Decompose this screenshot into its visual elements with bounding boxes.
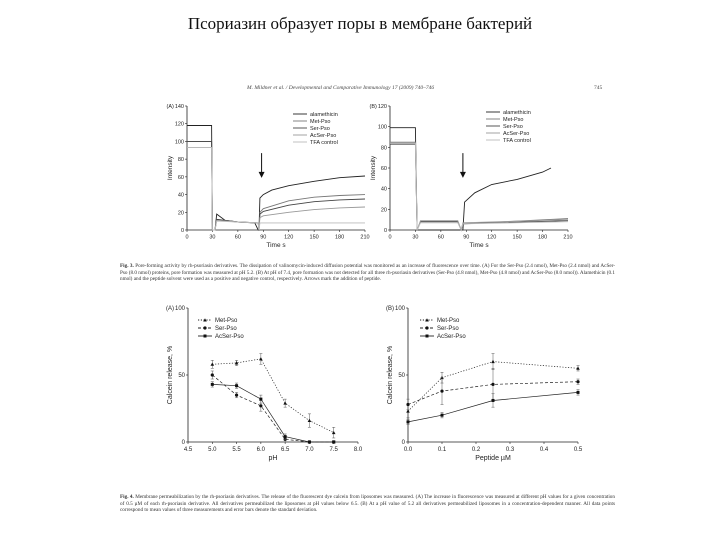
square-marker-icon (426, 335, 429, 338)
x-tick-label: 0.5 (573, 447, 583, 453)
y-tick-label: 140 (174, 104, 184, 110)
x-tick-label: 120 (487, 234, 497, 241)
x-axis-label: Peptide µM (475, 455, 511, 462)
legend-label: Ser-Pso (215, 326, 237, 332)
figure-3-caption (120, 263, 615, 283)
x-tick-label: 5.5 (232, 447, 241, 453)
figure-4a-chart (150, 300, 365, 475)
y-tick-label: 60 (380, 166, 387, 172)
triangle-marker-icon (210, 362, 214, 365)
series-line (187, 141, 365, 230)
x-tick-label: 7.0 (305, 447, 314, 453)
y-tick-label: 0 (181, 440, 185, 446)
y-tick-label: 20 (380, 207, 387, 214)
legend-label: Met-Pso (310, 119, 331, 125)
page-number: 745 (594, 85, 603, 91)
x-tick-label: 30 (209, 234, 216, 241)
legend-label: Ser-Pso (437, 326, 459, 332)
slide-title: Псориазин образует поры в мембране бактерий (187, 14, 533, 33)
square-marker-icon (407, 420, 410, 423)
y-tick-label: 60 (177, 174, 184, 181)
y-tick-label: 50 (178, 373, 185, 379)
circle-marker-icon (440, 389, 443, 392)
legend-label: Ser-Pso (503, 124, 523, 130)
panel-label: (B) (386, 306, 394, 312)
x-tick-label: 0.0 (403, 447, 413, 453)
x-tick-label: 0 (388, 234, 392, 241)
legend-label: AcSer-Pso (310, 133, 337, 139)
legend-label: alamethicin (503, 110, 531, 116)
y-tick-label: 80 (380, 145, 387, 152)
x-tick-label: 210 (360, 234, 370, 241)
y-tick-label: 0 (383, 228, 387, 234)
y-axis-label: Intensity (370, 155, 377, 181)
legend-label: TFA control (503, 138, 531, 144)
x-tick-label: 60 (437, 234, 444, 241)
square-marker-icon (204, 335, 207, 338)
square-marker-icon (492, 399, 495, 402)
triangle-marker-icon (283, 401, 287, 404)
x-tick-label: 0.3 (505, 447, 515, 453)
x-tick-label: 30 (412, 234, 419, 241)
y-tick-label: 120 (377, 104, 387, 110)
x-tick-label: 4.5 (183, 447, 193, 453)
x-tick-label: 0.4 (539, 447, 549, 453)
series-line (212, 384, 333, 442)
panel-label: (A) (166, 306, 174, 312)
panel-label: (B) (369, 104, 377, 110)
legend-label: Ser-Pso (310, 126, 330, 132)
y-tick-label: 0 (401, 440, 405, 446)
y-tick-label: 0 (180, 228, 184, 234)
figure-3-caption-text: Pore-forming activity by rh-psoriasin derivatives. The dissipation of valinomycin-induced diffusion potential was monitored as an increase of fluorescence over time. (A) For the Ser-Pso (2.4 nmol), Met-Pso (2.4 nmol) and AcSer-Pso (8.0 nmol) proteins, pore formation was measured at pH 5.2. (B) At pH of 7.4, pore formation was not detected for all three rh-psoriasin derivatives (Ser-Pso (4.8 nmol), Met-Pso (4.8 nmol) and AcSer-Pso (8.0 nmol)). Alamethicin (0.1 nmol) and the peptide solvent were used as a positive and negative control, respectively. Arrows mark the addition of peptide. (120, 263, 615, 283)
x-tick-label: 120 (284, 234, 294, 241)
x-tick-label: 180 (334, 234, 345, 241)
x-tick-label: 0 (185, 234, 189, 241)
legend-label: alamethicin (310, 112, 338, 118)
arrow-head-icon (259, 172, 265, 178)
square-marker-icon (284, 435, 287, 438)
legend-label: Met-Pso (437, 318, 460, 324)
x-axis-label: Time s (469, 242, 489, 249)
square-marker-icon (577, 391, 580, 394)
y-tick-label: 40 (177, 192, 184, 199)
circle-marker-icon (211, 373, 214, 376)
figure-3b-chart (368, 100, 578, 250)
square-marker-icon (332, 441, 335, 444)
x-tick-label: 0.1 (437, 447, 447, 453)
figure-4-caption (120, 494, 615, 514)
y-axis-label: Calcein release, % (167, 345, 174, 405)
x-tick-label: 5.0 (208, 447, 217, 453)
x-tick-label: 8.0 (353, 447, 363, 453)
circle-marker-icon (491, 383, 494, 386)
y-tick-label: 20 (177, 210, 184, 217)
panel-label: (A) (166, 104, 174, 110)
square-marker-icon (235, 384, 238, 387)
legend-label: TFA control (310, 140, 338, 146)
y-tick-label: 80 (177, 157, 184, 164)
x-axis-label: pH (268, 455, 278, 462)
x-tick-label: 60 (234, 234, 241, 241)
running-head: M. Mildner et al. / Developmental and Comparative Immunology 17 (2009) 740–746 (247, 85, 435, 91)
series-line (212, 359, 333, 433)
x-tick-label: 0.2 (471, 447, 481, 453)
x-tick-label: 6.5 (280, 447, 290, 453)
y-axis-label: Intensity (167, 155, 174, 181)
y-tick-label: 120 (174, 121, 184, 128)
y-tick-label: 40 (380, 186, 387, 193)
series-line (390, 143, 568, 230)
y-tick-label: 100 (377, 124, 387, 131)
square-marker-icon (259, 398, 262, 401)
figure-4-caption-label: Fig. 4. (120, 494, 134, 500)
x-tick-label: 90 (463, 234, 470, 241)
x-tick-label: 180 (537, 234, 548, 241)
triangle-marker-icon (491, 360, 495, 363)
x-tick-label: 210 (563, 234, 573, 241)
x-tick-label: 150 (309, 234, 319, 241)
legend-label: AcSer-Pso (503, 131, 530, 137)
circle-marker-icon (425, 326, 428, 329)
y-tick-label: 50 (398, 373, 405, 379)
x-axis-label: Time s (266, 242, 286, 249)
y-axis-label: Calcein release, % (387, 345, 394, 405)
legend-label: Met-Pso (503, 117, 524, 123)
triangle-marker-icon (332, 431, 336, 434)
x-tick-label: 150 (512, 234, 522, 241)
triangle-marker-icon (308, 419, 312, 422)
y-tick-label: 100 (174, 139, 184, 146)
x-tick-label: 90 (260, 234, 267, 241)
figure-3-caption-label: Fig. 3. (120, 263, 134, 269)
square-marker-icon (308, 441, 311, 444)
x-tick-label: 6.0 (256, 447, 266, 453)
circle-marker-icon (203, 326, 206, 329)
circle-marker-icon (235, 394, 238, 397)
circle-marker-icon (406, 403, 409, 406)
square-marker-icon (441, 414, 444, 417)
circle-marker-icon (576, 380, 579, 383)
circle-marker-icon (259, 404, 262, 407)
y-tick-label: 100 (394, 306, 405, 312)
x-tick-label: 7.5 (329, 447, 338, 453)
legend-label: AcSer-Pso (437, 334, 466, 340)
arrow-head-icon (460, 172, 466, 178)
legend-label: Met-Pso (215, 318, 238, 324)
y-tick-label: 100 (174, 306, 185, 312)
figure-3a-chart (165, 100, 375, 250)
series-line (187, 141, 365, 230)
figure-4-caption-text: Membrane permeabilization by the rh-psoriasin derivatives. The release of the fluorescent dye calcein from liposomes was measured. (A) The increase in fluorescence was measured at different pH values for a given concentration of 0.5 µM of each rh-psoriasin derivative. All derivatives permeabilized the liposomes at pH values below 6.5. (B) At a pH value of 5.2 all derivatives permeabilized liposomes in a concentration-dependent manner. All data points correspond to mean values of three measurements and error bars denote the standard deviation. (120, 494, 615, 514)
figure-4b-chart (365, 300, 585, 475)
square-marker-icon (211, 383, 214, 386)
legend-label: AcSer-Pso (215, 334, 244, 340)
